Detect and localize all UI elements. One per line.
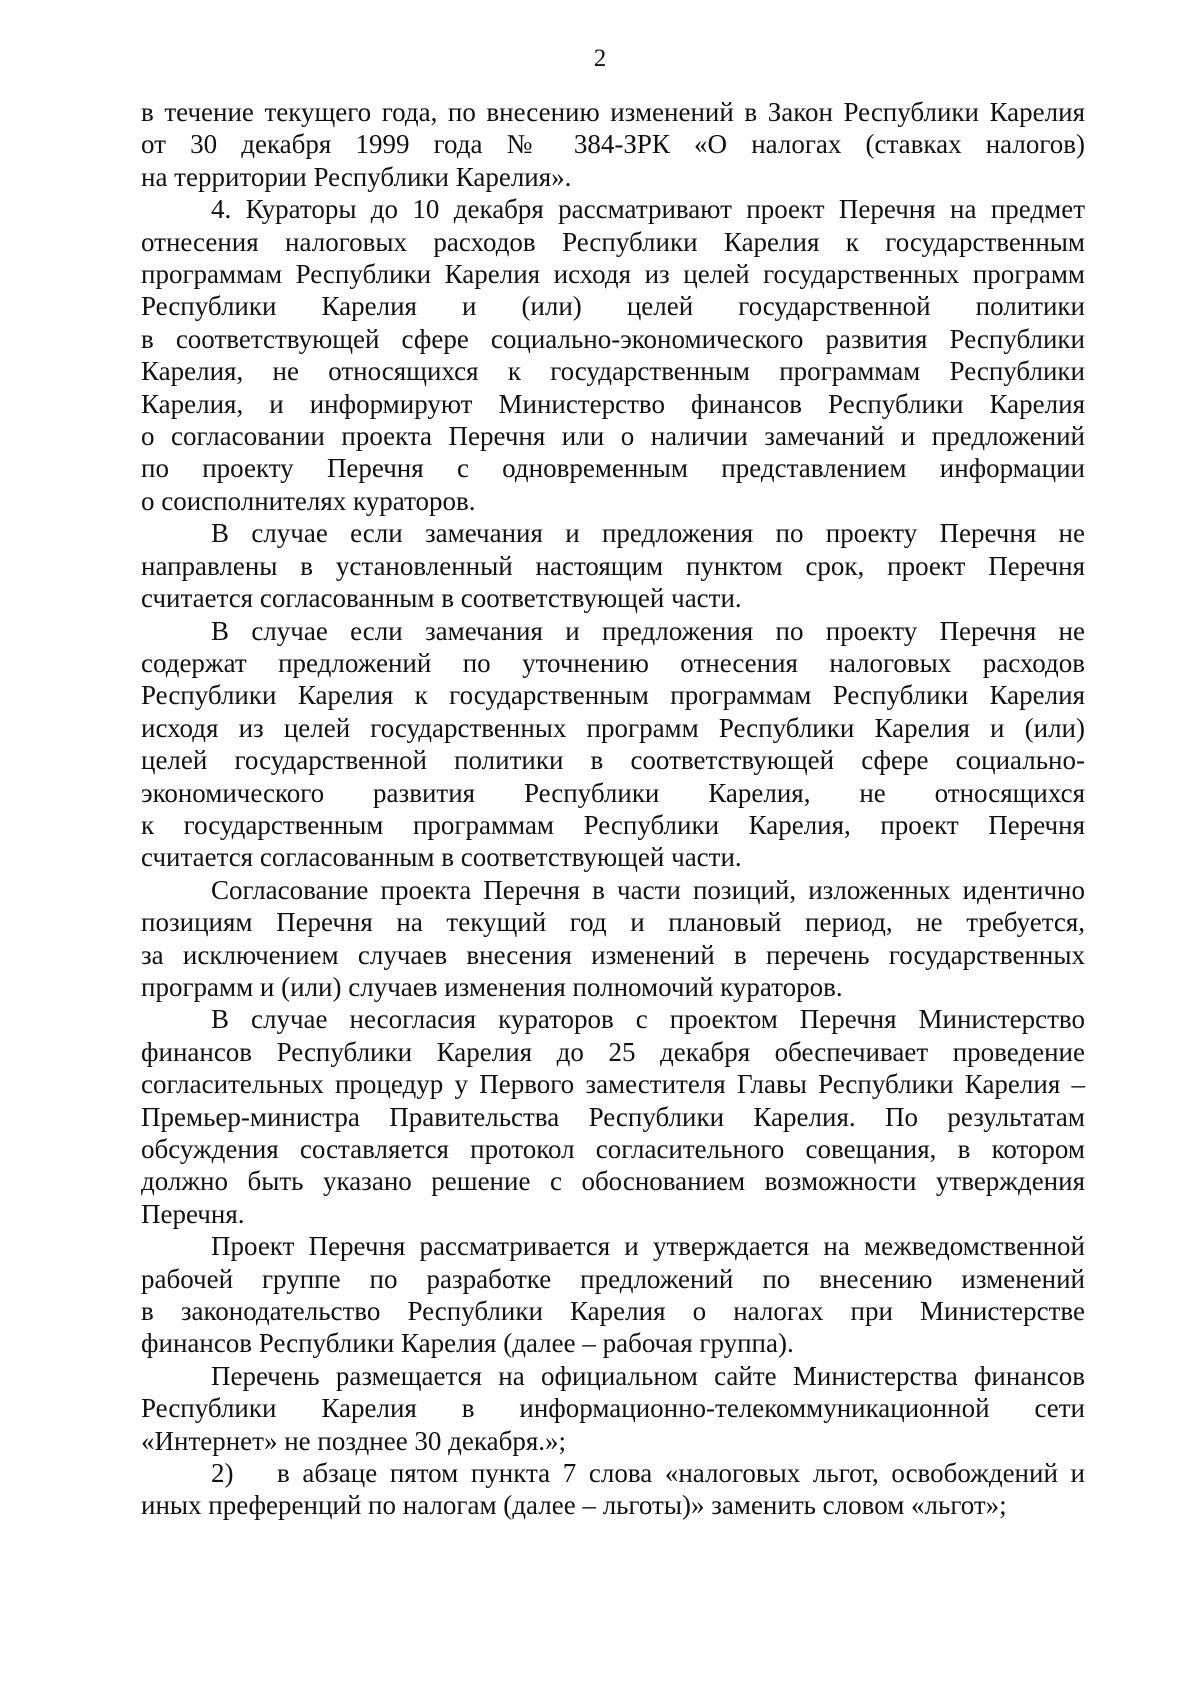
text-line: направлены в установленный настоящим пунктом срок, проект Перечня	[141, 550, 1085, 581]
text-line: от 30 декабря 1999 года № 384-ЗРК «О налогах (ставках налогов)	[141, 129, 1085, 160]
page-number: 2	[593, 45, 607, 72]
text-line: «Интернет» не позднее 30 декабря.»;	[141, 1425, 566, 1456]
text-line: позициям Перечня на текущий год и плановый период, не требуется,	[141, 907, 1085, 938]
text-line: программам Республики Карелия исходя из целей государственных программ	[141, 259, 1085, 290]
paragraph	[141, 615, 1085, 874]
text-line	[141, 1457, 1085, 1489]
text-line: целей государственной политики в соответствующей сфере социально-	[141, 745, 1085, 776]
text-line: по проекту Перечня с одновременным представлением информации	[141, 453, 1085, 484]
text-line: В случае если замечания и предложения по проекту Перечня не	[211, 615, 1085, 646]
text-line: В случае если замечания и предложения по проекту Перечня не	[211, 518, 1085, 549]
text-line: Республики Карелия к государственным программам Республики Карелия	[141, 680, 1085, 711]
text-line: программ и (или) случаев изменения полномочий кураторов.	[141, 971, 843, 1002]
text-line: Республики Карелия и (или) целей государственной политики	[141, 291, 1085, 322]
text-line: на территории Республики Карелия».	[141, 161, 572, 192]
text-line: иных преференций по налогам (далее – льготы)» заменить словом «льгот»;	[141, 1490, 1007, 1521]
text-line: считается согласованным в соответствующей части.	[141, 583, 742, 614]
paragraph	[141, 1003, 1085, 1230]
text-line: в законодательство Республики Карелия о налогах при Министерстве	[141, 1296, 1085, 1327]
text-line: финансов Республики Карелия до 25 декабря обеспечивает проведение	[141, 1036, 1085, 1067]
text-line: Республики Карелия в информационно-телекоммуникационной сети	[141, 1393, 1085, 1424]
paragraph	[141, 1360, 1085, 1457]
document-body	[141, 96, 1085, 1522]
text-line: Перечня.	[141, 1198, 245, 1229]
text-line: Карелия, и информируют Министерство финансов Республики Карелия	[141, 388, 1085, 419]
paragraph	[141, 193, 1085, 517]
paragraph	[141, 96, 1085, 193]
text-line: должно быть указано решение с обоснованием возможности утверждения	[141, 1166, 1085, 1197]
paragraph	[141, 874, 1085, 1004]
text-line: к государственным программам Республики Карелия, проект Перечня	[141, 809, 1085, 840]
item-text: в абзаце пятом пункта 7 слова «налоговых льгот, освобождений и	[277, 1458, 1085, 1489]
text-line: обсуждения составляется протокол согласительного совещания, в котором	[141, 1134, 1085, 1164]
text-line: исходя из целей государственных программ Республики Карелия и (или)	[141, 712, 1085, 743]
text-line: Согласование проекта Перечня в части позиций, изложенных идентично	[211, 874, 1085, 905]
text-line: Карелия, не относящихся к государственным программам Республики	[141, 356, 1085, 387]
text-line: экономического развития Республики Карелия, не относящихся	[141, 777, 1085, 808]
paragraph	[141, 1230, 1085, 1360]
text-line: рабочей группе по разработке предложений по внесению изменений	[141, 1263, 1085, 1294]
text-line: о согласовании проекта Перечня или о наличии замечаний и предложений	[141, 421, 1085, 452]
text-line: за исключением случаев внесения изменений в перечень государственных	[141, 939, 1085, 970]
item-number: 2)	[211, 1458, 234, 1489]
paragraph	[141, 517, 1085, 614]
text-line: В случае несогласия кураторов с проектом Перечня Министерство	[211, 1004, 1085, 1035]
text-line: финансов Республики Карелия (далее – рабочая группа).	[141, 1328, 794, 1359]
text-line: Премьер-министра Правительства Республики Карелия. По результатам	[141, 1101, 1085, 1132]
text-line: Перечень размещается на официальном сайте Министерства финансов	[211, 1360, 1085, 1391]
text-line: отнесения налоговых расходов Республики Карелия к государственным	[141, 226, 1085, 257]
text-line: 4. Кураторы до 10 декабря рассматривают проект Перечня на предмет	[211, 194, 1085, 225]
text-line: согласительных процедур у Первого заместителя Главы Республики Карелия –	[141, 1069, 1085, 1100]
text-line: содержат предложений по уточнению отнесения налоговых расходов	[141, 647, 1085, 678]
text-line: в соответствующей сфере социально-экономического развития Республики	[141, 323, 1085, 354]
text-line: считается согласованным в соответствующей части.	[141, 842, 742, 873]
text-line: о соисполнителях кураторов.	[141, 485, 476, 516]
list-item-2	[141, 1457, 1085, 1522]
text-line: Проект Перечня рассматривается и утверждается на межведомственной	[211, 1231, 1085, 1262]
text-line: в течение текущего года, по внесению изменений в Закон Республики Карелия	[141, 97, 1085, 127]
